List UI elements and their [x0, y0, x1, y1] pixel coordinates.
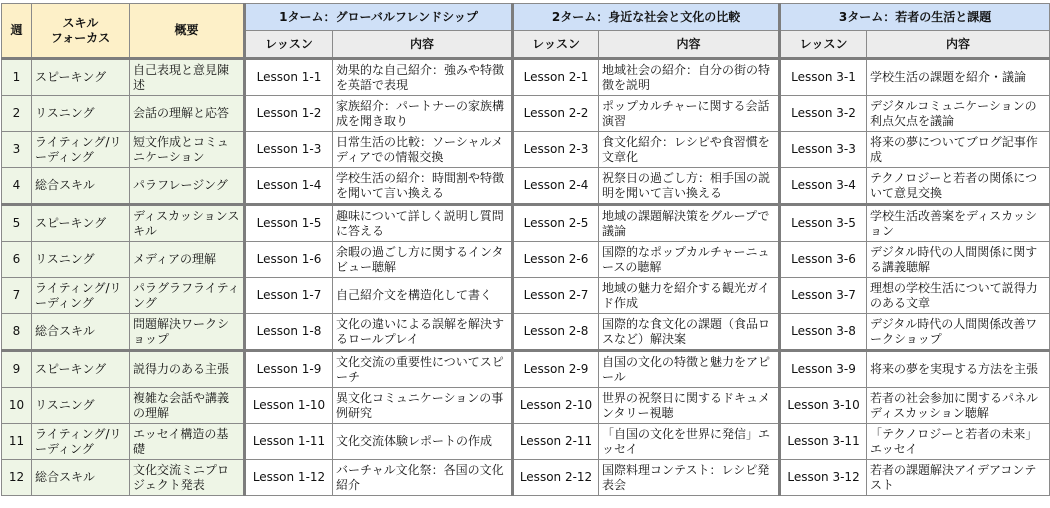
overview-cell: 自己表現と意見陳述 — [130, 59, 245, 96]
skill-cell: リスニング — [32, 242, 130, 278]
term2-content-cell: 自国の文化の特徴と魅力をアピール — [599, 351, 780, 388]
term3-lesson-cell: Lesson 3-7 — [780, 278, 867, 314]
term3-lesson-cell: Lesson 3-2 — [780, 96, 867, 132]
week-cell: 5 — [2, 205, 32, 242]
term2-lesson-cell: Lesson 2-3 — [513, 132, 599, 168]
term1-lesson-cell: Lesson 1-7 — [245, 278, 333, 314]
skill-cell: スピーキング — [32, 205, 130, 242]
term2-content-cell: ポップカルチャーに関する会話演習 — [599, 96, 780, 132]
table-row — [2, 132, 1050, 168]
term1-content-cell: 文化の違いによる誤解を解決するロールプレイ — [333, 314, 513, 351]
term3-lesson-cell: Lesson 3-6 — [780, 242, 867, 278]
term3-lesson-cell: Lesson 3-8 — [780, 314, 867, 351]
week-cell: 7 — [2, 278, 32, 314]
week-cell: 8 — [2, 314, 32, 351]
term1-content-cell: バーチャル文化祭：各国の文化紹介 — [333, 460, 513, 496]
term2-content-cell: 国際的なポップカルチャーニュースの聴解 — [599, 242, 780, 278]
header-term-2: 2ターム：身近な社会と文化の比較 — [513, 4, 780, 31]
skill-cell: ライティング/リーディング — [32, 424, 130, 460]
term3-lesson-cell: Lesson 3-1 — [780, 59, 867, 96]
skill-cell: 総合スキル — [32, 168, 130, 205]
skill-cell: 総合スキル — [32, 314, 130, 351]
header-skill-focus: スキル フォーカス — [32, 4, 130, 59]
term2-content-cell: 地域の魅力を紹介する観光ガイド作成 — [599, 278, 780, 314]
week-cell: 11 — [2, 424, 32, 460]
term2-content-cell: 国際料理コンテスト：レシピ発表会 — [599, 460, 780, 496]
term3-lesson-cell: Lesson 3-12 — [780, 460, 867, 496]
overview-cell: 複雑な会話や講義の理解 — [130, 388, 245, 424]
term3-content-cell: 理想の学校生活について説得力のある文章 — [867, 278, 1050, 314]
overview-cell: パラフレージング — [130, 168, 245, 205]
overview-cell: 短文作成とコミュニケーション — [130, 132, 245, 168]
term2-lesson-cell: Lesson 2-8 — [513, 314, 599, 351]
table-row — [2, 351, 1050, 388]
skill-cell: 総合スキル — [32, 460, 130, 496]
term1-lesson-cell: Lesson 1-4 — [245, 168, 333, 205]
skill-cell: リスニング — [32, 96, 130, 132]
term1-content-cell: 日常生活の比較：ソーシャルメディアでの情報交換 — [333, 132, 513, 168]
term2-lesson-cell: Lesson 2-4 — [513, 168, 599, 205]
overview-cell: パラグラフライティング — [130, 278, 245, 314]
term1-content-cell: 学校生活の紹介：時間割や特徴を聞いて言い換える — [333, 168, 513, 205]
table-row — [2, 168, 1050, 205]
term1-content-cell: 家族紹介：パートナーの家族構成を聞き取り — [333, 96, 513, 132]
term1-content-cell: 文化交流体験レポートの作成 — [333, 424, 513, 460]
term3-content-cell: デジタル時代の人間関係に関する講義聴解 — [867, 242, 1050, 278]
overview-cell: メディアの理解 — [130, 242, 245, 278]
header-lesson-term-3: レッスン — [780, 31, 867, 59]
overview-cell: ディスカッションスキル — [130, 205, 245, 242]
skill-cell: ライティング/リーディング — [32, 132, 130, 168]
term3-content-cell: 若者の課題解決アイデアコンテスト — [867, 460, 1050, 496]
term2-lesson-cell: Lesson 2-7 — [513, 278, 599, 314]
week-cell: 1 — [2, 59, 32, 96]
term1-content-cell: 趣味について詳しく説明し質問に答える — [333, 205, 513, 242]
table-row — [2, 314, 1050, 351]
term2-lesson-cell: Lesson 2-1 — [513, 59, 599, 96]
term3-content-cell: テクノロジーと若者の関係について意見交換 — [867, 168, 1050, 205]
term2-content-cell: 世界の祝祭日に関するドキュメンタリー視聴 — [599, 388, 780, 424]
header-content-term-1: 内容 — [333, 31, 513, 59]
overview-cell: 問題解決ワークショップ — [130, 314, 245, 351]
table-row — [2, 59, 1050, 96]
week-cell: 10 — [2, 388, 32, 424]
term1-lesson-cell: Lesson 1-12 — [245, 460, 333, 496]
term2-lesson-cell: Lesson 2-12 — [513, 460, 599, 496]
term1-lesson-cell: Lesson 1-11 — [245, 424, 333, 460]
skill-cell: ライティング/リーディング — [32, 278, 130, 314]
skill-cell: スピーキング — [32, 59, 130, 96]
header-content-term-3: 内容 — [867, 31, 1050, 59]
skill-cell: リスニング — [32, 388, 130, 424]
term3-lesson-cell: Lesson 3-11 — [780, 424, 867, 460]
term2-lesson-cell: Lesson 2-10 — [513, 388, 599, 424]
header-term-3: 3ターム：若者の生活と課題 — [780, 4, 1050, 31]
header-content-term-2: 内容 — [599, 31, 780, 59]
week-cell: 6 — [2, 242, 32, 278]
table-row — [2, 96, 1050, 132]
term3-content-cell: デジタルコミュニケーションの利点欠点を議論 — [867, 96, 1050, 132]
term2-lesson-cell: Lesson 2-5 — [513, 205, 599, 242]
week-cell: 9 — [2, 351, 32, 388]
term2-content-cell: 地域社会の紹介：自分の街の特徴を説明 — [599, 59, 780, 96]
header-lesson-term-1: レッスン — [245, 31, 333, 59]
term1-lesson-cell: Lesson 1-1 — [245, 59, 333, 96]
term1-lesson-cell: Lesson 1-2 — [245, 96, 333, 132]
table-row — [2, 205, 1050, 242]
week-cell: 3 — [2, 132, 32, 168]
term1-content-cell: 異文化コミュニケーションの事例研究 — [333, 388, 513, 424]
week-cell: 4 — [2, 168, 32, 205]
term1-lesson-cell: Lesson 1-10 — [245, 388, 333, 424]
term3-lesson-cell: Lesson 3-4 — [780, 168, 867, 205]
term2-content-cell: 国際的な食文化の課題（食品ロスなど）解決案 — [599, 314, 780, 351]
header-week: 週 — [2, 4, 32, 59]
term3-content-cell: 将来の夢についてブログ記事作成 — [867, 132, 1050, 168]
overview-cell: エッセイ構造の基礎 — [130, 424, 245, 460]
table-row — [2, 424, 1050, 460]
term2-lesson-cell: Lesson 2-6 — [513, 242, 599, 278]
overview-cell: 説得力のある主張 — [130, 351, 245, 388]
header-lesson-term-2: レッスン — [513, 31, 599, 59]
term2-content-cell: 食文化紹介：レシピや食習慣を文章化 — [599, 132, 780, 168]
week-cell: 12 — [2, 460, 32, 496]
table-row — [2, 242, 1050, 278]
term3-content-cell: 学校生活改善案をディスカッション — [867, 205, 1050, 242]
header-term-1: 1ターム：グローバルフレンドシップ — [245, 4, 513, 31]
term3-content-cell: デジタル時代の人間関係改善ワークショップ — [867, 314, 1050, 351]
term2-lesson-cell: Lesson 2-2 — [513, 96, 599, 132]
term3-lesson-cell: Lesson 3-5 — [780, 205, 867, 242]
table-row — [2, 388, 1050, 424]
table-row — [2, 460, 1050, 496]
term1-content-cell: 自己紹介文を構造化して書く — [333, 278, 513, 314]
term3-content-cell: 将来の夢を実現する方法を主張 — [867, 351, 1050, 388]
term2-lesson-cell: Lesson 2-9 — [513, 351, 599, 388]
term3-content-cell: 「テクノロジーと若者の未来」エッセイ — [867, 424, 1050, 460]
table-row — [2, 278, 1050, 314]
header-overview: 概要 — [130, 4, 245, 59]
term1-lesson-cell: Lesson 1-5 — [245, 205, 333, 242]
overview-cell: 会話の理解と応答 — [130, 96, 245, 132]
term1-lesson-cell: Lesson 1-3 — [245, 132, 333, 168]
term1-content-cell: 余暇の過ごし方に関するインタビュー聴解 — [333, 242, 513, 278]
overview-cell: 文化交流ミニプロジェクト発表 — [130, 460, 245, 496]
term3-lesson-cell: Lesson 3-3 — [780, 132, 867, 168]
term1-content-cell: 効果的な自己紹介：強みや特徴を英語で表現 — [333, 59, 513, 96]
term1-content-cell: 文化交流の重要性についてスピーチ — [333, 351, 513, 388]
term3-content-cell: 学校生活の課題を紹介・議論 — [867, 59, 1050, 96]
term1-lesson-cell: Lesson 1-8 — [245, 314, 333, 351]
term3-lesson-cell: Lesson 3-10 — [780, 388, 867, 424]
term1-lesson-cell: Lesson 1-6 — [245, 242, 333, 278]
term2-content-cell: 祝祭日の過ごし方：相手国の説明を聞いて言い換える — [599, 168, 780, 205]
term2-lesson-cell: Lesson 2-11 — [513, 424, 599, 460]
term2-content-cell: 地域の課題解決策をグループで議論 — [599, 205, 780, 242]
term3-content-cell: 若者の社会参加に関するパネルディスカッション聴解 — [867, 388, 1050, 424]
term2-content-cell: 「自国の文化を世界に発信」エッセイ — [599, 424, 780, 460]
term1-lesson-cell: Lesson 1-9 — [245, 351, 333, 388]
term3-lesson-cell: Lesson 3-9 — [780, 351, 867, 388]
curriculum-table — [1, 3, 1050, 496]
skill-cell: スピーキング — [32, 351, 130, 388]
week-cell: 2 — [2, 96, 32, 132]
